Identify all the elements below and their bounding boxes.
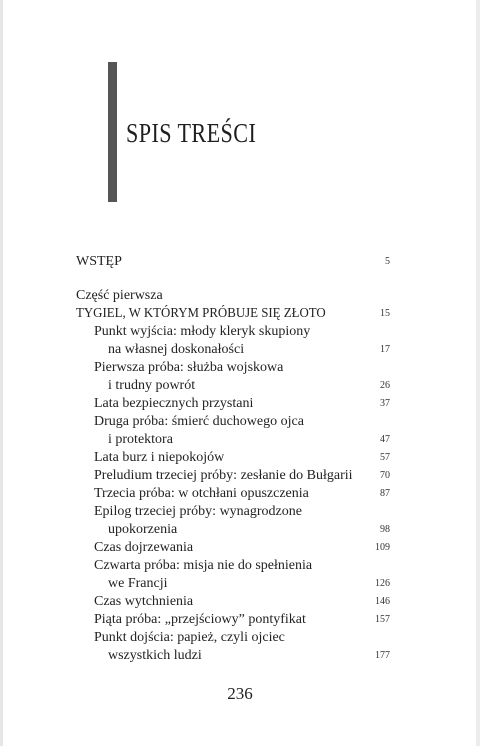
page-edge-left bbox=[0, 0, 3, 746]
toc-line: Czas wytchnienia bbox=[94, 594, 194, 609]
title-bar bbox=[108, 62, 117, 202]
toc-page: 70 bbox=[380, 470, 390, 481]
toc-page: 26 bbox=[380, 380, 390, 391]
toc-line: we Francji bbox=[108, 576, 168, 591]
toc-page: 17 bbox=[380, 344, 390, 355]
intro-label: WSTĘP bbox=[76, 254, 122, 269]
toc-line: Czwarta próba: misja nie do spełnienia bbox=[94, 558, 313, 573]
toc-page: 177 bbox=[375, 650, 390, 661]
toc-page: 98 bbox=[380, 524, 390, 535]
part-title: TYGIEL, W KTÓRYM PRÓBUJE SIĘ ZŁOTO bbox=[76, 306, 326, 321]
page-number: 236 bbox=[227, 684, 253, 703]
page-title: SPIS TREŚCI bbox=[126, 118, 257, 148]
toc-page: 157 bbox=[375, 614, 390, 625]
toc-line: i trudny powrót bbox=[108, 378, 196, 393]
toc-page: 37 bbox=[380, 398, 390, 409]
toc-page: 146 bbox=[375, 596, 390, 607]
toc-line: Piąta próba: „przejściowy” pontyfikat bbox=[94, 612, 306, 627]
toc-page: 57 bbox=[380, 452, 390, 463]
toc-line: i protektora bbox=[108, 432, 173, 447]
page-edge-right bbox=[476, 0, 480, 746]
toc-line: Druga próba: śmierć duchowego ojca bbox=[94, 414, 304, 429]
toc-line: Lata burz i niepokojów bbox=[94, 450, 225, 465]
part-label: Część pierwsza bbox=[76, 288, 163, 303]
toc-line: Preludium trzeciej próby: zesłanie do Bułgarii bbox=[94, 468, 353, 483]
toc-line: Pierwsza próba: służba wojskowa bbox=[94, 360, 284, 375]
toc-line: Punkt wyjścia: młody kleryk skupiony bbox=[94, 324, 311, 339]
toc-line: upokorzenia bbox=[108, 522, 178, 537]
toc-page: 87 bbox=[380, 488, 390, 499]
toc-line: Punkt dojścia: papież, czyli ojciec bbox=[94, 630, 285, 645]
toc-line: na własnej doskonałości bbox=[108, 342, 245, 357]
toc-line: Epilog trzeciej próby: wynagrodzone bbox=[94, 504, 302, 519]
toc-page: 47 bbox=[380, 434, 390, 445]
intro-page: 5 bbox=[385, 256, 390, 267]
toc-line: wszystkich ludzi bbox=[108, 648, 202, 663]
toc-page: 109 bbox=[375, 542, 390, 553]
toc-page: 126 bbox=[375, 578, 390, 589]
toc-line: Lata bezpiecznych przystani bbox=[94, 396, 254, 411]
toc-line: Czas dojrzewania bbox=[94, 540, 194, 555]
part-page: 15 bbox=[380, 308, 390, 319]
toc-line: Trzecia próba: w otchłani opuszczenia bbox=[94, 486, 309, 501]
